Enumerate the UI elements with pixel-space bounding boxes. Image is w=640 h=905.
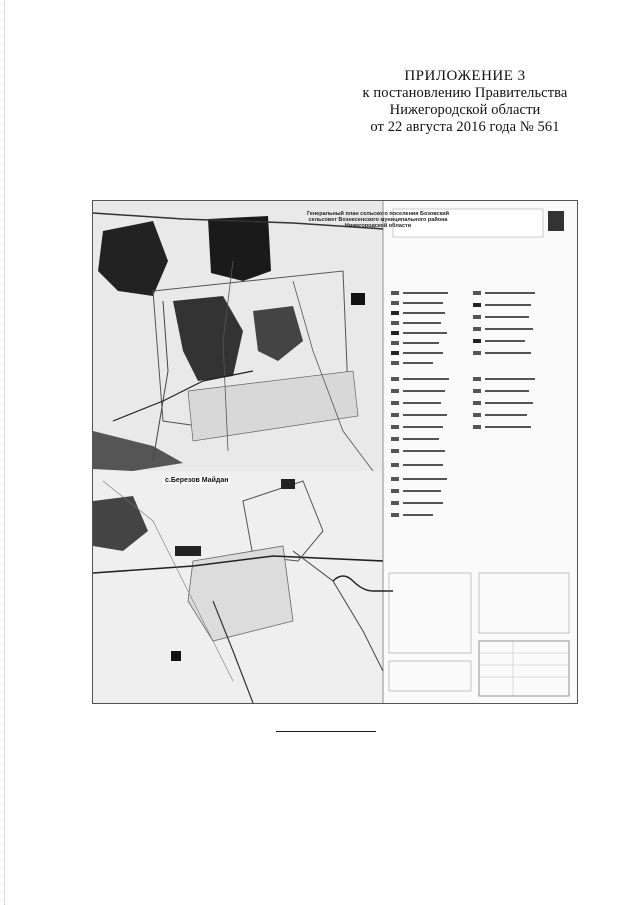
small-building-2 <box>175 546 201 556</box>
footer-rule <box>276 731 376 732</box>
scan-edge <box>4 0 5 905</box>
document-header <box>330 68 600 136</box>
small-building-4 <box>171 651 181 661</box>
map-drawing <box>93 201 577 703</box>
small-building-1 <box>351 293 365 305</box>
header-line-2: Нижегородской области <box>389 102 541 118</box>
forest-block-2 <box>208 216 271 281</box>
header-line-3: от 22 августа 2016 года № 561 <box>370 119 560 135</box>
small-building-3 <box>281 479 295 489</box>
village-label: с.Березов Майдан <box>165 477 229 484</box>
appendix-title: ПРИЛОЖЕНИЕ 3 <box>404 68 526 84</box>
header-line-1: к постановлению Правительства <box>362 85 568 101</box>
coat-of-arms-emblem <box>548 211 564 231</box>
map-legend-heading: Генеральный план сельского поселения Бозовский сельсовет Вознесенского муниципального района Нижегородской области <box>306 211 450 229</box>
map-sheet <box>92 200 578 704</box>
